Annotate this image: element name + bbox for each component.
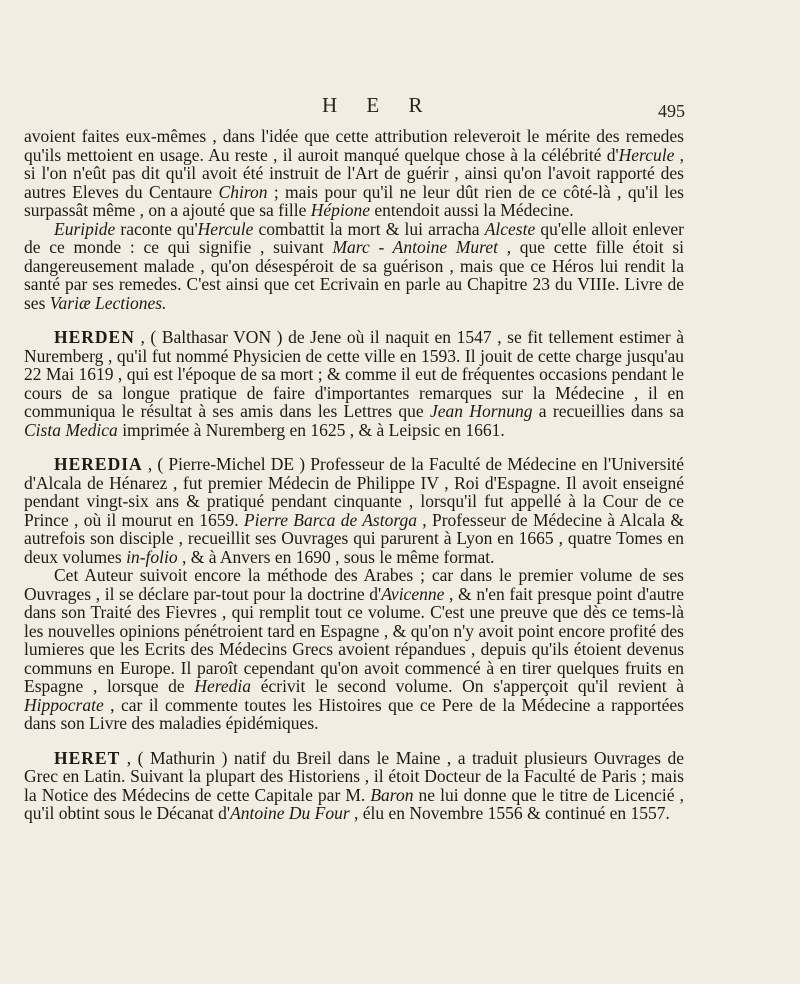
text-run: , si l'on n'eût pas dit qu'il avoit été instruit de l'Art de guérir , ainsi qu'on l'avoit rapporté des autres Eleves du Centaure (24, 144, 684, 202)
entry-headword: HEREDIA (54, 454, 143, 474)
paragraph-heredia-continued (24, 566, 684, 733)
entry-headword: HERET (54, 747, 121, 768)
italic-term: Heredia (194, 676, 252, 696)
italic-term: Hépione (310, 200, 371, 220)
italic-term: Hercule (618, 144, 675, 165)
italic-term: Hippocrate (24, 694, 104, 715)
text-run: , ( Mathurin ) natif du Breil dans le Maine , a traduit plusieurs Ouvrages de Grec en Latin. Suivant la plupart des Historiens , il étoit Docteur de la Faculté de Paris ; mais la Notice des Médecins de cette Capitale par M. (24, 747, 684, 805)
page-body (24, 127, 684, 823)
entry-herden (24, 328, 684, 439)
text-run: avoient faites eux-mêmes , dans l'idée que cette attribution releveroit le mérite des remedes qu'ils mettoient en usage. Au reste , il auroit manqué quelque chose à la célébrité d' (24, 126, 684, 165)
text-run: , ( Balthasar VON ) de Jene où il naquit en 1547 , se fit tellement estimer à Nuremberg , qu'il fut nommé Physicien de cette ville en 1593. Il jouit de cette charge jusqu'au 22 Mai 1619 , qui est l'époque de sa mort ; & comme il eut de fréquentes occasions pendant le cours de sa longue pratique de faire d'importantes remarques sur la Médecine , il en communiqua le résultat à ses amis dans les Lettres que (24, 327, 684, 421)
italic-term: in-folio (126, 546, 178, 567)
text-run: Cet Auteur suivoit encore la méthode des Arabes ; car dans le premier volume de ses Ouvrages , il se déclare par-tout pour la doctrine d' (24, 565, 684, 604)
text-run: qu'elle alloit enlever de ce monde : ce qui signifie , suivant (24, 218, 684, 257)
text-run: combattit la mort & lui arracha (253, 218, 485, 239)
text-run: , Professeur de Médecine à Alcala & autrefois son disciple , recueillit ses Ouvrages qui parurent à Lyon en 1665 , quatre Tomes en deux volumes (24, 509, 684, 567)
italic-term: Pierre Barca de Astorga (243, 509, 417, 530)
italic-term: Jean Hornung (429, 401, 533, 421)
text-run: , car il commente toutes les Histoires que ce Pere de la Médecine a rapportées dans son Livre des maladies épidémiques. (24, 694, 684, 733)
paragraph-euripide (24, 220, 684, 313)
page-number: 495 (658, 101, 685, 121)
italic-term: Variæ Lectiones. (49, 292, 167, 313)
text-run: écrivit le second volume. On s'apperçoit qu'il revient à (251, 676, 684, 696)
text-run: entendoit aussi la Médecine. (370, 200, 574, 220)
italic-term: Baron (370, 784, 414, 805)
text-run: , ( Pierre-Michel DE ) Professeur de la Faculté de Médecine en l'Université d'Alcala de Hénarez , fut premier Médecin de Philippe IV , Roi d'Espagne. Il avoit enseigné pendant vingt-six ans & pratiqué pendant cinquante , lorsqu'il fut appellé à la Cour de ce Prince , où il mourut en 1659. (24, 454, 684, 530)
italic-term: Marc - Antoine Muret (332, 237, 498, 257)
running-head: H E R (322, 93, 435, 117)
italic-term: Cista Medica (24, 419, 118, 440)
text-run: raconte qu' (115, 218, 198, 239)
entry-headword: HERDEN (54, 327, 135, 347)
entry-heret (24, 749, 684, 823)
italic-term: Avicenne (381, 583, 445, 604)
italic-term: Hercule (197, 218, 254, 239)
text-run: , élu en Novembre 1556 & continué en 1557. (349, 803, 670, 823)
text-run: , & à Anvers en 1690 , sous le même format. (177, 546, 495, 567)
text-run: , & n'en fait presque point d'autre dans son Traité des Fievres , qui remplit tout ce volume. C'est une preuve que dès ce tems-là les nouvelles opinions pénétroient tard en Espagne , & qu'on n'y avoit point encore profité des lumieres que les Ecrits des Médecins Grecs avoient répandues , depuis qu'ils étoient devenus communs en Europe. Il paroît cependant qu'on avoit commencé à en tirer quelques fruits en Espagne , lorsque de (24, 583, 684, 696)
italic-term: Euripide (54, 218, 116, 239)
italic-term: Chiron (218, 181, 268, 202)
italic-term: Alceste (484, 218, 536, 239)
text-run: ne lui donne que le titre de Licencié , qu'il obtint sous le Décanat d' (24, 784, 684, 823)
text-run: imprimée à Nuremberg en 1625 , & à Leipsic en 1661. (117, 419, 505, 440)
paragraph-hercule-continued (24, 127, 684, 220)
text-run: a recueillies dans sa (532, 401, 685, 421)
italic-term: Antoine Du Four (230, 803, 350, 823)
entry-heredia (24, 455, 684, 566)
text-run: ; mais pour qu'il ne leur dût rien de ce côté-là , qu'il les surpassât même , on a ajouté que sa fille (24, 181, 684, 220)
text-run: , que cette fille étoit si dangereusement malade , qu'on désespéroit de sa guérison , mais que ce Héros lui rendit la santé par ses remedes. C'est ainsi que cet Ecrivain en parle au Chapitre 23 du VIIIe. Livre de ses (24, 237, 684, 313)
